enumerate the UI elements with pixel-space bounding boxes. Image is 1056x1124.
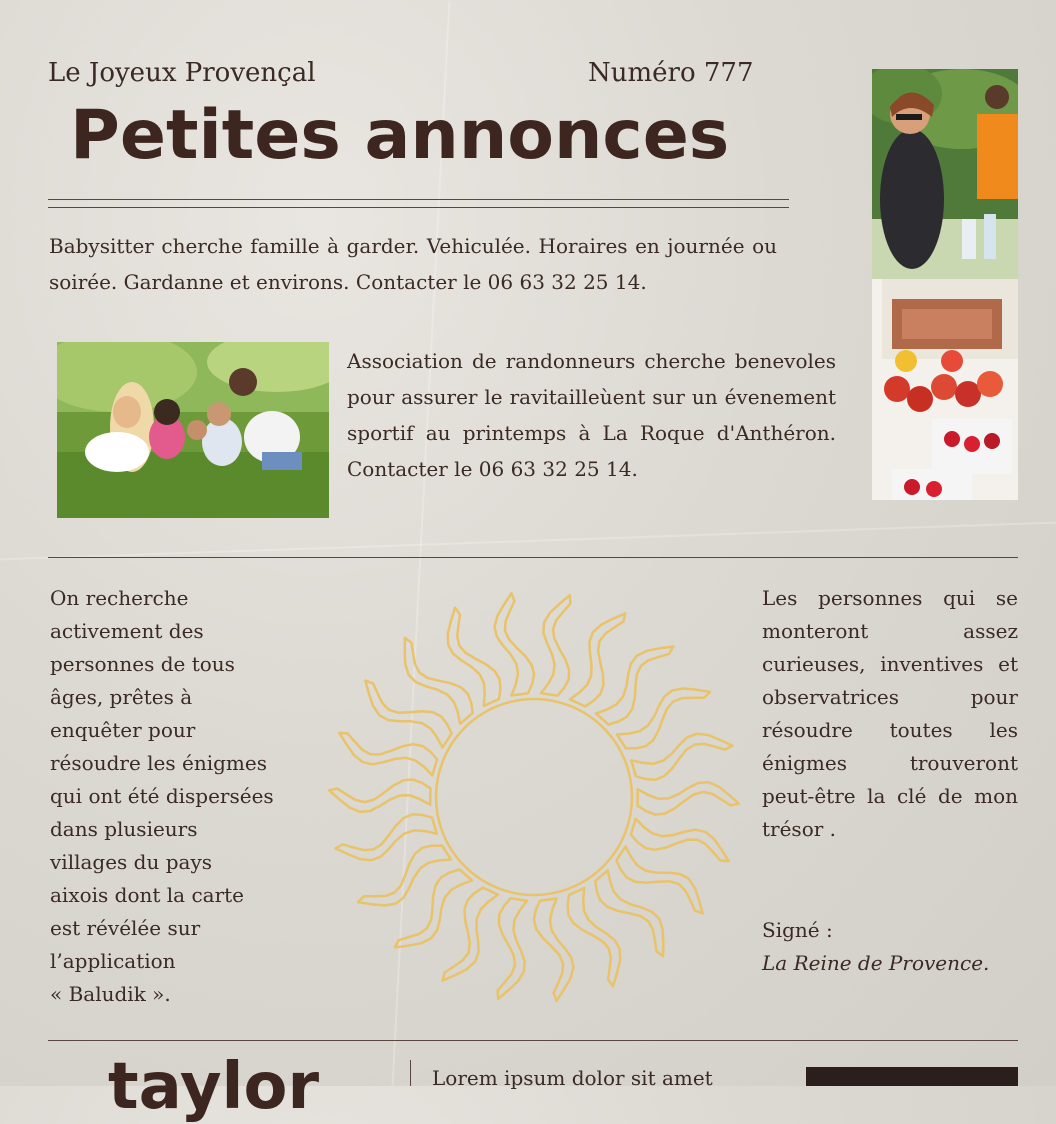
- left-line: personnes de tous: [50, 652, 235, 676]
- issue-number: Numéro 777: [588, 58, 754, 88]
- fruit-stand-photo: [872, 69, 1018, 500]
- left-line: villages du pays: [50, 850, 213, 874]
- publication-name: Le Joyeux Provençal: [48, 58, 316, 88]
- sun-ray: [631, 734, 732, 780]
- sun-ray: [568, 888, 621, 986]
- sun-ray: [541, 595, 570, 696]
- sun-ray: [448, 608, 501, 706]
- left-line: âges, prêtes à: [50, 685, 193, 709]
- sun-ray: [570, 613, 625, 706]
- left-line: qui ont été dispersées: [50, 784, 274, 808]
- left-line: activement des: [50, 619, 204, 643]
- signed-label: Signé :: [762, 918, 833, 942]
- left-line: enquêter pour: [50, 718, 196, 742]
- sun-illustration: [322, 590, 752, 1010]
- sun-ray: [638, 782, 739, 815]
- sun-ray: [443, 888, 498, 981]
- page-title: Petites annonces: [70, 96, 730, 175]
- ad-babysitter: Babysitter cherche famille à garder. Vehiculée. Horaires en journée ou soirée. Gardanne et environs. Contacter le 06 63 32 25 14.: [49, 234, 777, 294]
- sun-ray: [358, 846, 451, 906]
- ad-association: Association de randonneurs cherche benevoles pour assurer le ravitailleùent sur un évenement sportif au printemps à La Roque d'Anthéron. Contacter le 06 63 32 25 14.: [347, 349, 836, 481]
- left-line: On recherche: [50, 586, 189, 610]
- sun-ray: [617, 689, 710, 749]
- sun-ray: [631, 819, 729, 862]
- treasure-left-text: [50, 582, 320, 1011]
- footer-column-rule: [410, 1060, 411, 1086]
- sun-ray: [339, 733, 437, 776]
- footer-divider: [48, 1040, 1018, 1041]
- section-divider: [48, 557, 1018, 558]
- left-line: aixois dont la carte: [50, 883, 245, 907]
- sun-ray: [498, 898, 527, 999]
- footer-photo: [806, 1067, 1018, 1086]
- treasure-right-text: Les personnes qui se monteront assez curieuses, inventives et observatrices pour résoudre toutes les énigmes trouveront peut-être la clé de mon trésor .: [762, 586, 1018, 841]
- sun-ray: [336, 814, 437, 860]
- children-playing-photo: [57, 342, 329, 518]
- signature: La Reine de Provence.: [762, 951, 990, 975]
- left-line: l’application: [50, 949, 176, 973]
- footer-lorem: Lorem ipsum dolor sit amet: [432, 1066, 713, 1090]
- sun-ray: [329, 779, 430, 812]
- footer-heading: taylor: [108, 1050, 319, 1124]
- title-rule-top: [48, 199, 789, 200]
- title-rule-bottom: [48, 207, 789, 208]
- left-line: dans plusieurs: [50, 817, 198, 841]
- left-line: résoudre les énigmes: [50, 751, 267, 775]
- sun-ray: [596, 647, 673, 725]
- left-line: « Baludik ».: [50, 982, 171, 1006]
- left-line: est révélée sur: [50, 916, 201, 940]
- sun-ray: [395, 870, 472, 948]
